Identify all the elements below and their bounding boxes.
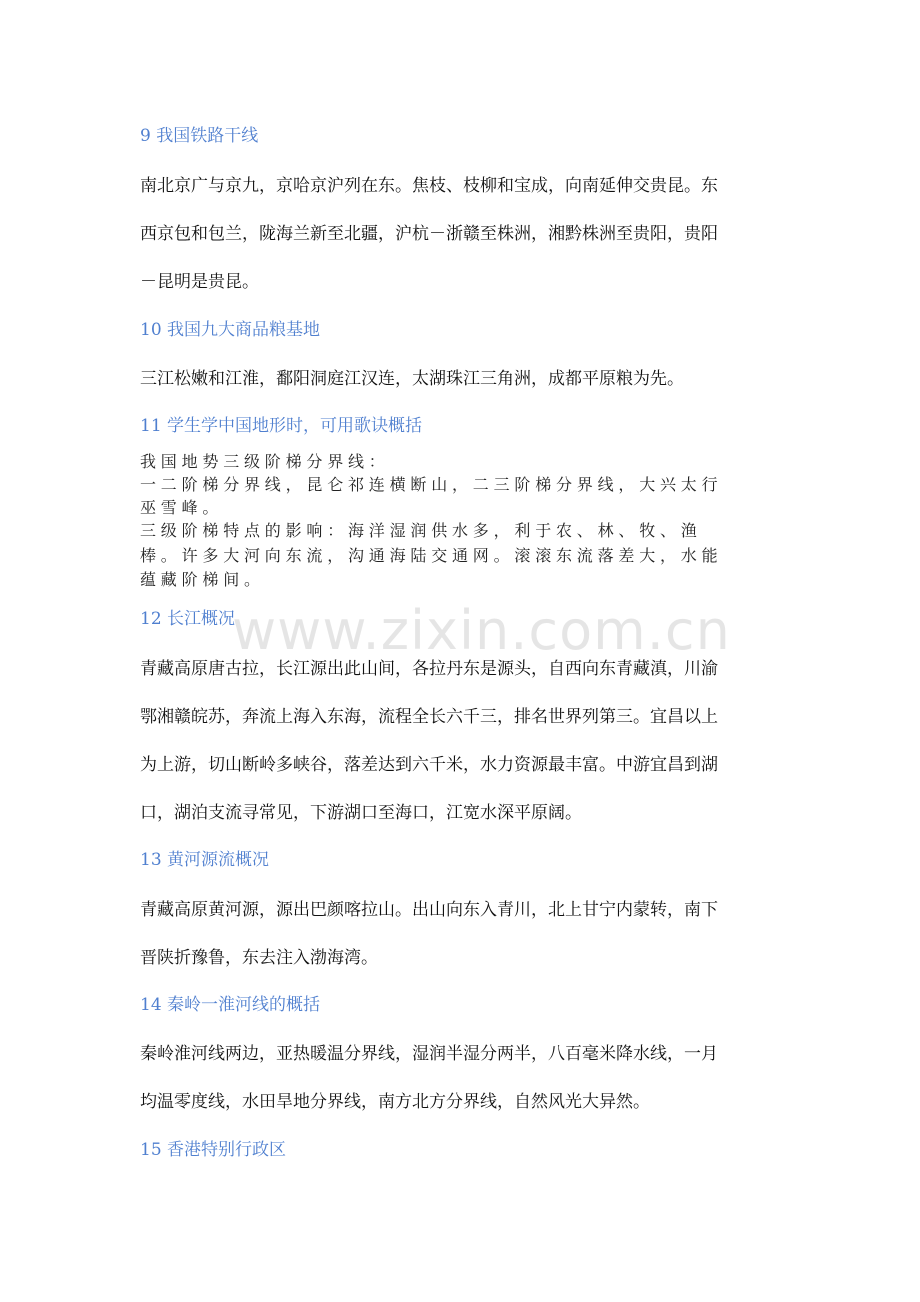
section-heading-14: 14 秦岭一淮河线的概括 — [140, 995, 321, 1015]
section-13-line-1: 青藏高原黄河源，源出巴颜喀拉山。出山向东入青川，北上甘宁内蒙转，南下 — [140, 900, 718, 920]
section-12-line-2: 鄂湘赣皖苏，奔流上海入东海，流程全长六千三，排名世界列第三。宜昌以上 — [140, 707, 718, 727]
section-9-line-1: 南北京广与京九，京哈京沪列在东。焦枝、枝柳和宝成，向南延伸交贵昆。东 — [140, 176, 718, 196]
section-heading-13: 13 黄河源流概况 — [140, 850, 270, 870]
section-heading-10: 10 我国九大商品粮基地 — [140, 320, 321, 340]
poem-line-3: 巫雪峰。 — [140, 498, 224, 517]
section-heading-11: 11 学生学中国地形时，可用歌诀概括 — [140, 416, 423, 436]
poem-line-4: 三级阶梯特点的影响：海洋湿润供水多，利于农、林、牧、渔 — [140, 521, 702, 540]
section-12-line-4: 口，湖泊支流寻常见，下游湖口至海口，江宽水深平原阔。 — [140, 803, 582, 823]
section-heading-9: 9 我国铁路干线 — [140, 126, 259, 146]
section-14-line-1: 秦岭淮河线两边，亚热暖温分界线，湿润半湿分两半，八百毫米降水线，一月 — [140, 1044, 718, 1064]
poem-line-6: 蕴藏阶梯间。 — [140, 570, 265, 589]
section-heading-12: 12 长江概况 — [140, 609, 236, 629]
section-heading-15: 15 香港特别行政区 — [140, 1140, 287, 1160]
poem-line-5: 棒。许多大河向东流，沟通海陆交通网。滚滚东流落差大，水能 — [140, 546, 723, 565]
section-9-line-2: 西京包和包兰，陇海兰新至北疆，沪杭－浙赣至株洲，湘黔株洲至贵阳，贵阳 — [140, 224, 718, 244]
section-12-line-3: 为上游，切山断岭多峡谷，落差达到六千米，水力资源最丰富。中游宜昌到湖 — [140, 755, 718, 775]
section-10-line-1: 三江松嫩和江淮，鄱阳洞庭江汉连，太湖珠江三角洲，成都平原粮为先。 — [140, 369, 684, 389]
section-12-line-1: 青藏高原唐古拉，长江源出此山间，各拉丹东是源头，自西向东青藏滇，川渝 — [140, 659, 718, 679]
section-14-line-2: 均温零度线，水田旱地分界线，南方北方分界线，自然风光大异然。 — [140, 1092, 650, 1112]
site-watermark: www.zixin.com.cn — [232, 599, 731, 662]
section-9-line-3: －昆明是贵昆。 — [140, 272, 259, 292]
poem-line-1: 我国地势三级阶梯分界线： — [140, 452, 390, 471]
section-13-line-2: 晋陕折豫鲁，东去注入渤海湾。 — [140, 948, 378, 968]
poem-line-2: 一二阶梯分界线，昆仑祁连横断山，二三阶梯分界线，大兴太行 — [140, 475, 723, 494]
